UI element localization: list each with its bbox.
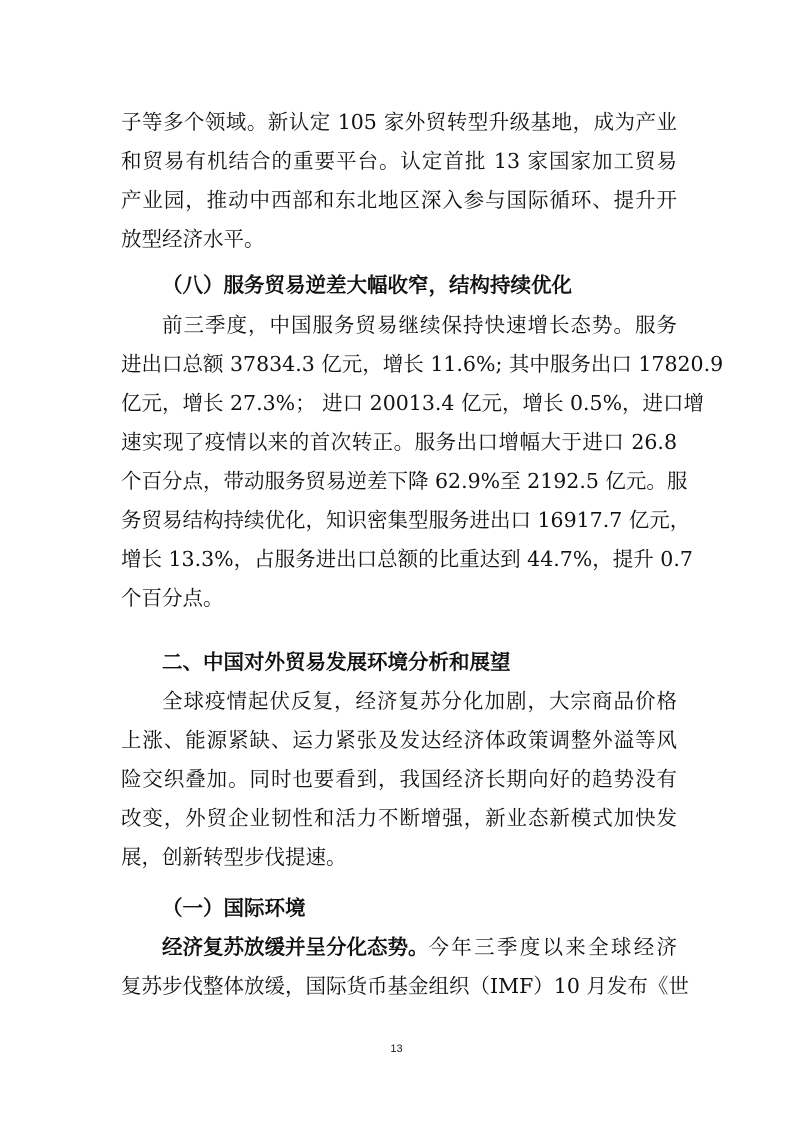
text-line: 务贸易结构持续优化，知识密集型服务进出口 16917.7 亿元， <box>121 508 691 532</box>
text-line: 放型经济水平。 <box>121 227 265 251</box>
text-line: 全球疫情起伏反复，经济复苏分化加剧，大宗商品价格 <box>162 689 677 713</box>
text-line: 速实现了疫情以来的首次转正。服务出口增幅大于进口 26.8 <box>121 430 677 454</box>
text-run: 今年三季度以来全球经济 <box>428 935 677 959</box>
section-heading: （八）服务贸易逆差大幅收窄，结构持续优化 <box>162 273 572 297</box>
lead-phrase: 经济复苏放缓并呈分化态势。 <box>162 935 429 959</box>
text-line: 前三季度，中国服务贸易继续保持快速增长态势。服务 <box>162 313 677 337</box>
text-line: 亿元，增长 27.3%； 进口 20013.4 亿元，增长 0.5%，进口增 <box>121 391 705 415</box>
text-line <box>162 932 677 962</box>
text-line: 个百分点，带动服务贸易逆差下降 62.9%至 2192.5 亿元。服 <box>121 469 688 493</box>
text-line: 展，创新转型步伐提速。 <box>121 845 347 869</box>
text-line: 进出口总额 37834.3 亿元，增长 11.6%; 其中服务出口 17820.9 <box>121 352 724 376</box>
text-line: 险交织叠加。同时也要看到，我国经济长期向好的趋势没有 <box>121 767 677 791</box>
text-line: 上涨、能源紧缺、运力紧张及发达经济体政策调整外溢等风 <box>121 728 677 752</box>
page-number: 13 <box>390 1043 403 1055</box>
text-line: 增长 13.3%，占服务进出口总额的比重达到 44.7%，提升 0.7 <box>121 547 693 571</box>
text-line: 子等多个领域。新认定 105 家外贸转型升级基地，成为产业 <box>121 110 677 134</box>
text-line: 改变，外贸企业韧性和活力不断增强，新业态新模式加快发 <box>121 806 677 830</box>
text-line: 产业园，推动中西部和东北地区深入参与国际循环、提升开 <box>121 188 677 212</box>
section-heading: （一）国际环境 <box>162 896 306 920</box>
section-heading: 二、中国对外贸易发展环境分析和展望 <box>162 650 511 674</box>
text-line: 和贸易有机结合的重要平台。认定首批 13 家国家加工贸易 <box>121 149 677 173</box>
text-line: 个百分点。 <box>121 586 224 610</box>
text-line: 复苏步伐整体放缓，国际货币基金组织（IMF）10 月发布《世 <box>121 974 689 998</box>
